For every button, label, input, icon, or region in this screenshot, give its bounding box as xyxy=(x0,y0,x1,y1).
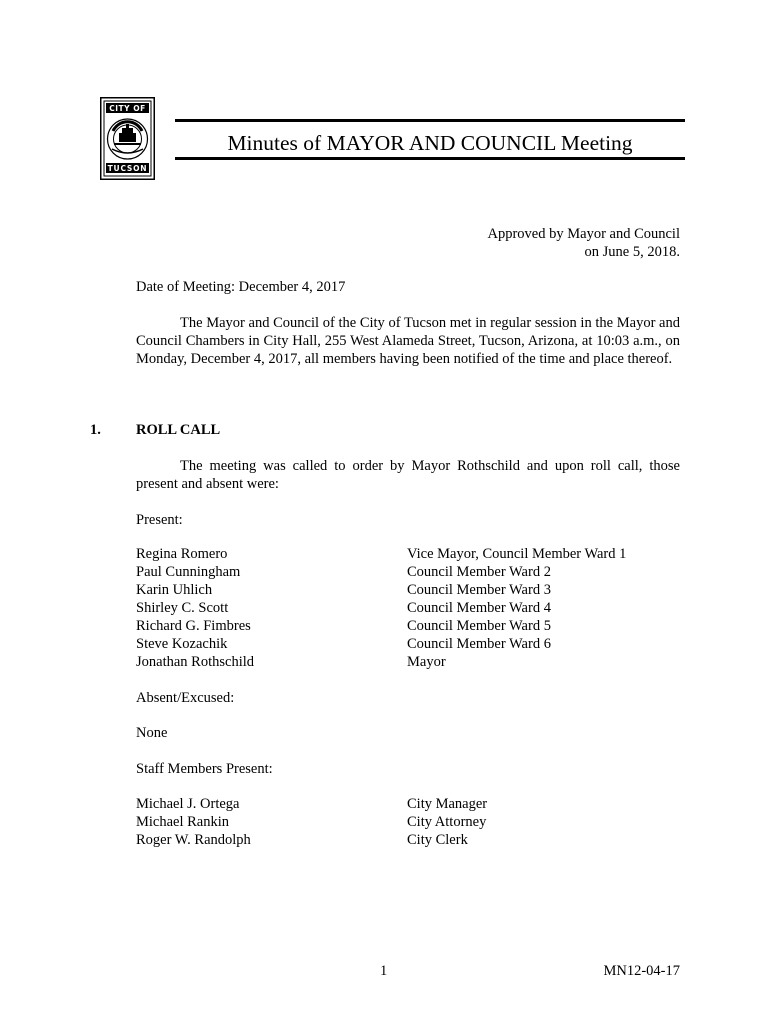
roll-call-paragraph-text: The meeting was called to order by Mayor Rothschild and upon roll call, those present and absent were: xyxy=(136,458,680,492)
member-name: Regina Romero xyxy=(136,546,228,562)
member-role: Council Member Ward 3 xyxy=(407,582,551,598)
staff-name: Roger W. Randolph xyxy=(136,832,251,848)
member-role: Council Member Ward 6 xyxy=(407,636,551,652)
list-item xyxy=(136,653,696,671)
member-name: Richard G. Fimbres xyxy=(136,618,251,634)
svg-text:TUCSON: TUCSON xyxy=(107,164,148,173)
present-label: Present: xyxy=(136,512,183,528)
intro-paragraph-text: The Mayor and Council of the City of Tucson met in regular session in the Mayor and Council Chambers in City Hall, 255 West Alameda Street, Tucson, Arizona, at 10:03 a.m., on Monday, December 4, 2017, all members having been notified of the time and place thereof. xyxy=(136,315,680,367)
staff-name: Michael Rankin xyxy=(136,814,230,830)
list-item xyxy=(136,795,696,813)
member-role: Mayor xyxy=(407,654,446,670)
list-item xyxy=(136,831,696,849)
list-item xyxy=(136,545,696,563)
member-name: Paul Cunningham xyxy=(136,564,241,580)
approval-note xyxy=(488,225,681,261)
member-role: Council Member Ward 2 xyxy=(407,564,551,580)
staff-role: City Attorney xyxy=(407,814,487,830)
member-role: Council Member Ward 4 xyxy=(407,600,551,616)
list-item xyxy=(136,813,696,831)
list-item xyxy=(136,581,696,599)
member-name: Karin Uhlich xyxy=(136,582,213,598)
svg-text:CITY OF: CITY OF xyxy=(109,104,146,113)
member-name: Shirley C. Scott xyxy=(136,600,229,616)
title-top-rule xyxy=(175,119,685,122)
document-code: MN12-04-17 xyxy=(603,963,680,979)
absent-value: None xyxy=(136,725,168,741)
staff-name: Michael J. Ortega xyxy=(136,796,240,812)
staff-label: Staff Members Present: xyxy=(136,761,273,777)
page-number: 1 xyxy=(380,963,388,979)
city-of-tucson-logo xyxy=(100,97,155,180)
member-role: Vice Mayor, Council Member Ward 1 xyxy=(407,546,627,562)
intro-paragraph xyxy=(136,314,680,368)
section-number: 1. xyxy=(90,422,101,438)
list-item xyxy=(136,599,696,617)
staff-role: City Manager xyxy=(407,796,488,812)
approval-line-1: Approved by Mayor and Council xyxy=(487,226,680,242)
meeting-date: Date of Meeting: December 4, 2017 xyxy=(136,279,346,295)
approval-line-2: on June 5, 2018. xyxy=(584,244,680,260)
member-name: Steve Kozachik xyxy=(136,636,228,652)
member-name: Jonathan Rothschild xyxy=(136,654,255,670)
list-item xyxy=(136,563,696,581)
member-role: Council Member Ward 5 xyxy=(407,618,551,634)
absent-label: Absent/Excused: xyxy=(136,690,235,706)
document-title: Minutes of MAYOR AND COUNCIL Meeting xyxy=(227,131,633,155)
list-item xyxy=(136,617,696,635)
list-item xyxy=(136,635,696,653)
section-title: ROLL CALL xyxy=(136,422,221,438)
roll-call-paragraph xyxy=(136,457,680,493)
title-bottom-rule xyxy=(175,157,685,160)
staff-list xyxy=(136,795,696,849)
staff-role: City Clerk xyxy=(407,832,468,848)
present-list xyxy=(136,545,696,671)
